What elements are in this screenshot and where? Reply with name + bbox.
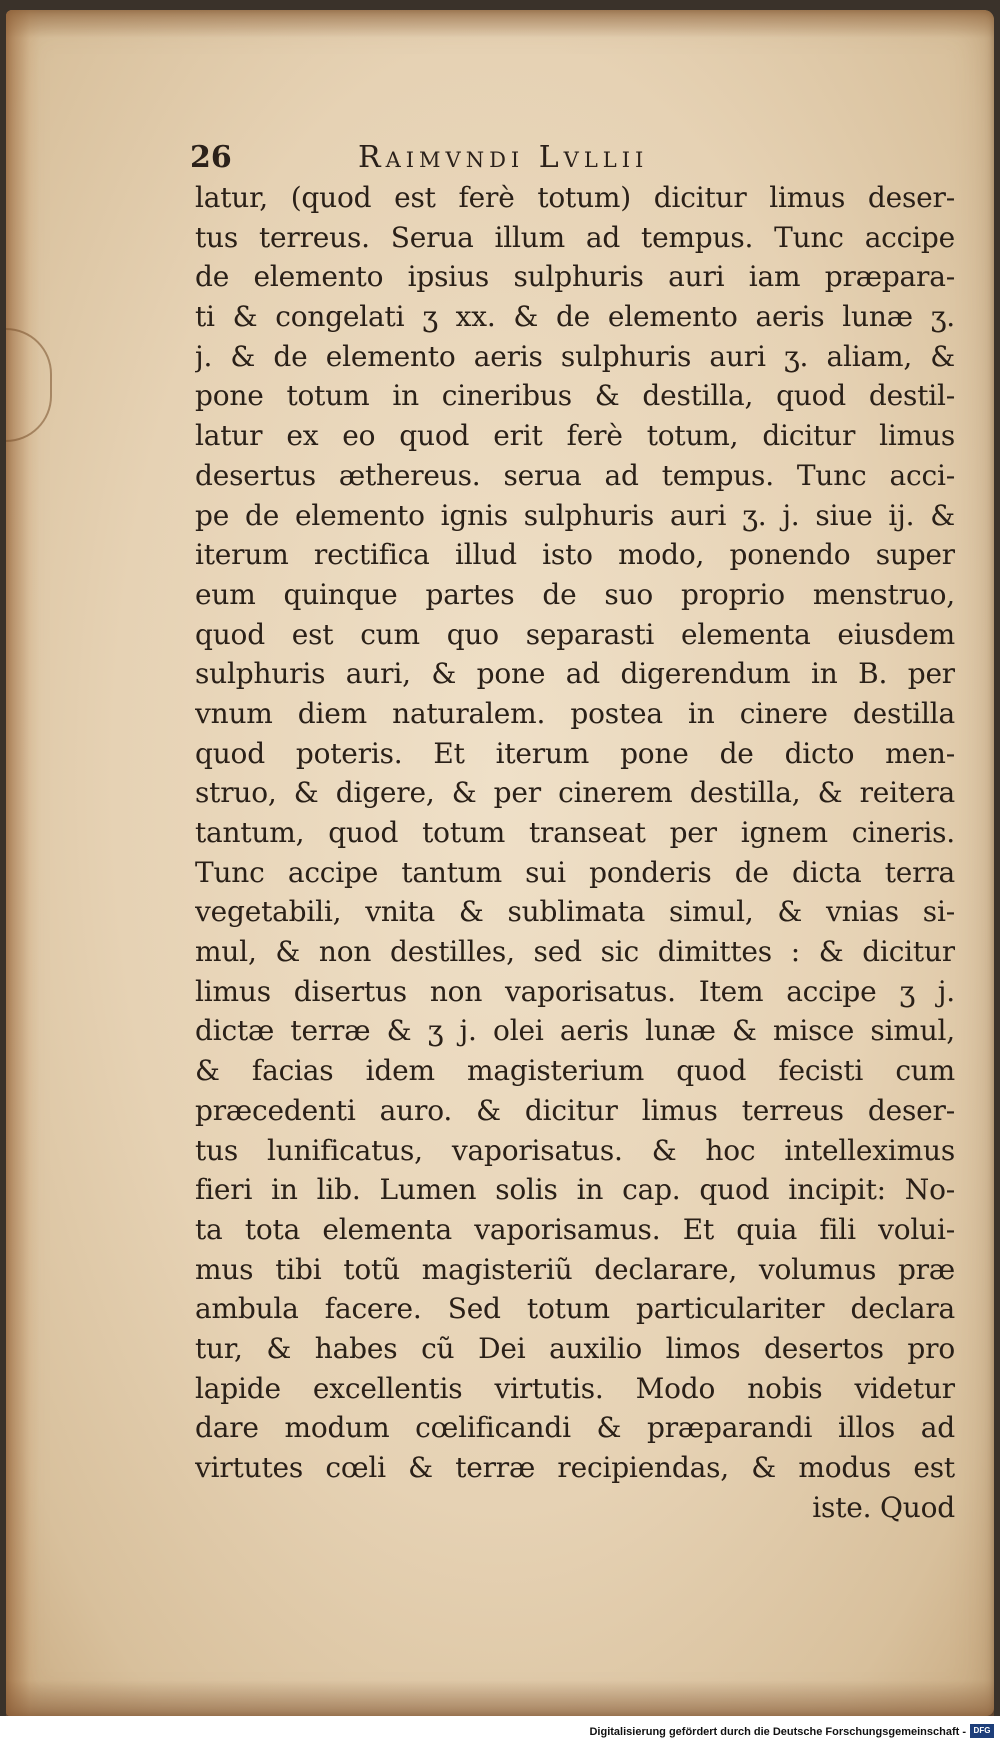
text-line: latur, (quod est ferè totum) dicitur limus deser- bbox=[195, 181, 955, 214]
text-line: fieri in lib. Lumen solis in cap. quod incipit: No- bbox=[195, 1173, 955, 1207]
dfg-logo: DFG bbox=[970, 1724, 994, 1738]
text-line: mus tibi totũ magisteriũ declarare, volumus præ bbox=[195, 1252, 955, 1286]
text-line: mul, & non destilles, sed sic dimittes : & dicitur bbox=[195, 935, 955, 969]
text-line: lapide excellentis virtutis. Modo nobis videtur bbox=[195, 1371, 955, 1405]
text-line: ta tota elementa vaporisamus. Et quia fili volui- bbox=[195, 1212, 955, 1246]
page-edge-shading bbox=[6, 10, 40, 1716]
running-head: Raimvndi Lvllii bbox=[358, 140, 649, 175]
text-line: tus lunificatus, vaporisatus. & hoc intelleximus bbox=[195, 1133, 955, 1167]
text-line: sulphuris auri, & pone ad digerendum in B. per bbox=[195, 657, 955, 691]
text-line: & facias idem magisterium quod fecisti cum bbox=[195, 1054, 955, 1088]
text-line: virtutes cœli & terræ recipiendas, & modus est bbox=[195, 1451, 955, 1484]
text-line: dictæ terræ & ʒ j. olei aeris lunæ & misce simul, bbox=[195, 1014, 955, 1048]
page-number: 26 bbox=[190, 140, 232, 175]
catchword-line: iste. Quod bbox=[812, 1490, 955, 1524]
text-line: eum quinque partes de suo proprio menstruo, bbox=[195, 577, 955, 611]
text-line: præcedenti auro. & dicitur limus terreus deser- bbox=[195, 1093, 955, 1127]
text-line: desertus æthereus. serua ad tempus. Tunc acci- bbox=[195, 458, 955, 492]
text-line: vnum diem naturalem. postea in cinere destilla bbox=[195, 696, 955, 730]
text-line: tantum, quod totum transeat per ignem cineris. bbox=[195, 816, 955, 849]
funding-credit: Digitalisierung gefördert durch die Deutsche Forschungsgemeinschaft - bbox=[589, 1726, 966, 1738]
text-line: struo, & digere, & per cinerem destilla, & reitera bbox=[195, 776, 955, 810]
text-line: j. & de elemento aeris sulphuris auri ʒ. aliam, & bbox=[195, 339, 955, 373]
text-line: tur, & habes cũ Dei auxilio limos desertos pro bbox=[195, 1331, 955, 1365]
text-line: tus terreus. Serua illum ad tempus. Tunc accipe bbox=[195, 220, 955, 254]
text-line: iterum rectifica illud isto modo, ponendo super bbox=[195, 538, 955, 572]
text-line: pe de elemento ignis sulphuris auri ʒ. j. siue ij. & bbox=[195, 498, 955, 532]
text-line: Tunc accipe tantum sui ponderis de dicta terra bbox=[195, 855, 955, 889]
binding-thread-mark bbox=[6, 328, 52, 442]
text-line: ti & congelati ʒ xx. & de elemento aeris lunæ ʒ. bbox=[195, 300, 955, 334]
text-line: pone totum in cineribus & destilla, quod destil- bbox=[195, 379, 955, 413]
text-line: vegetabili, vnita & sublimata simul, & vnias si- bbox=[195, 895, 955, 929]
body-text bbox=[195, 178, 955, 1527]
text-line: ambula facere. Sed totum particulariter declara bbox=[195, 1292, 955, 1326]
page-header bbox=[190, 140, 830, 180]
digitization-footer bbox=[0, 1716, 1000, 1748]
text-line: limus disertus non vaporisatus. Item accipe ʒ j. bbox=[195, 974, 955, 1008]
text-line: latur ex eo quod erit ferè totum, dicitur limus bbox=[195, 419, 955, 453]
text-line: quod est cum quo separasti elementa eiusdem bbox=[195, 617, 955, 651]
text-line: quod poteris. Et iterum pone de dicto men- bbox=[195, 736, 955, 770]
page-top-shading bbox=[6, 10, 994, 38]
page-bottom-shading bbox=[6, 1680, 994, 1716]
text-line: dare modum cœlificandi & præparandi illos ad bbox=[195, 1411, 955, 1445]
text-line: de elemento ipsius sulphuris auri iam præpara- bbox=[195, 260, 955, 294]
